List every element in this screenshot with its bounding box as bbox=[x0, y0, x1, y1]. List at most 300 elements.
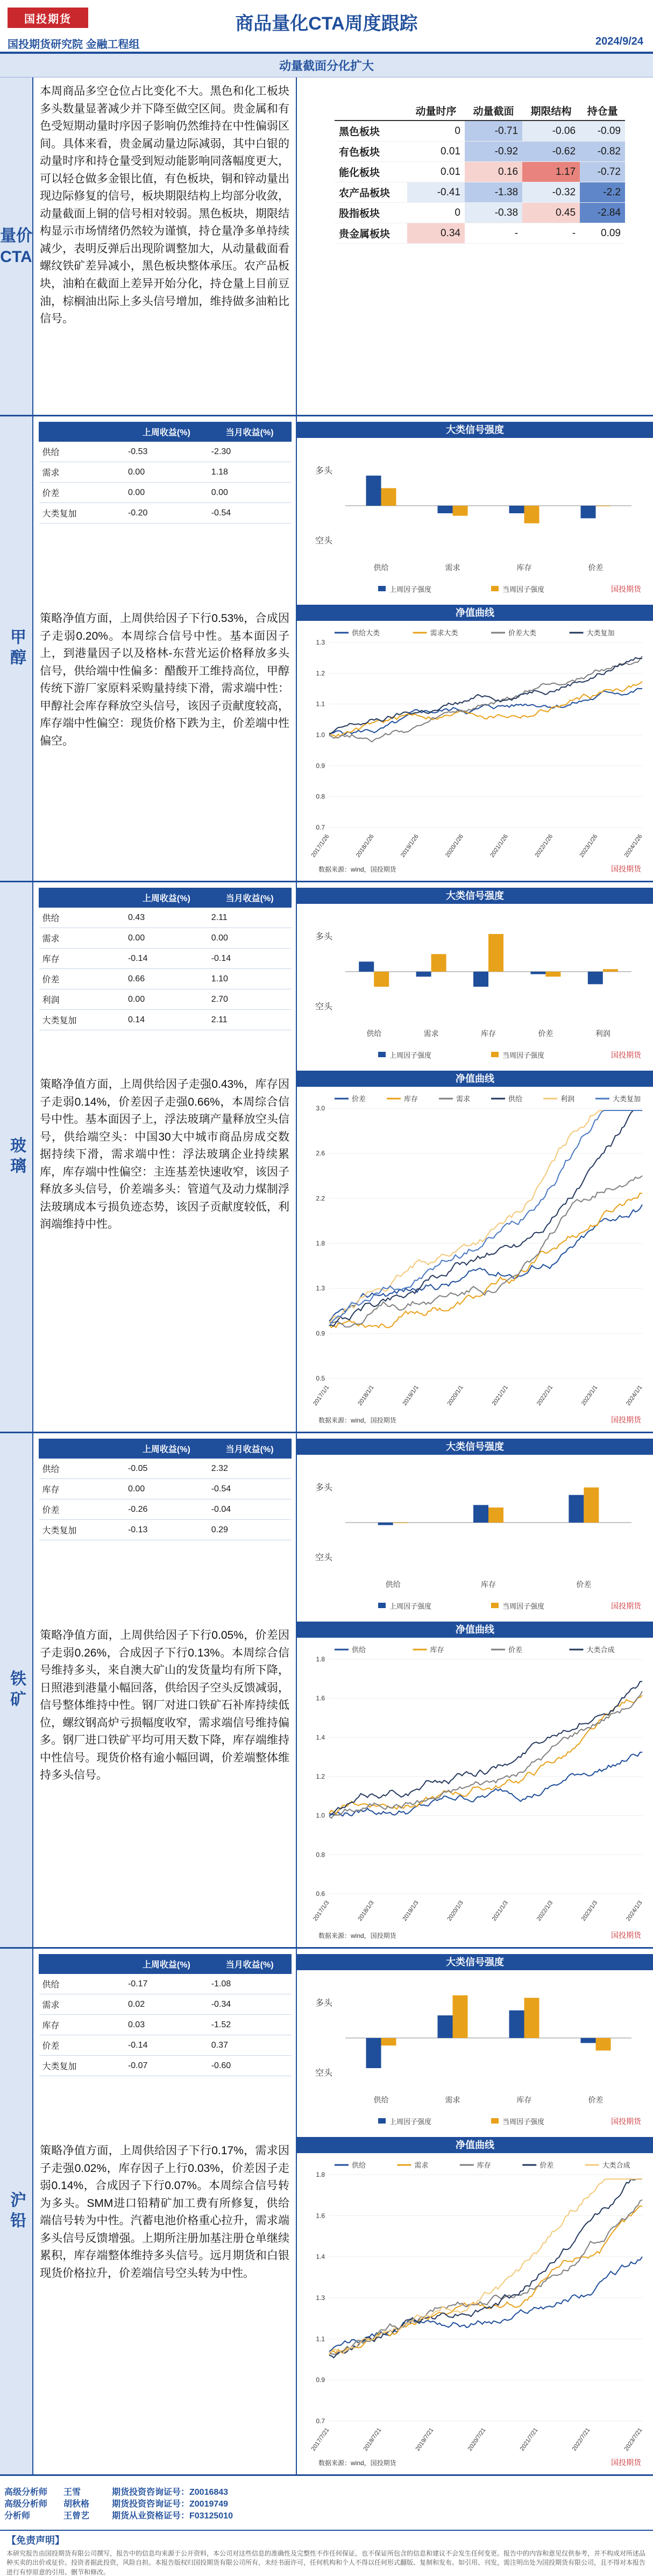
report-title: 商品量化CTA周度跟踪 bbox=[235, 13, 418, 34]
y-tick-label: 1.8 bbox=[316, 1655, 325, 1663]
factor-name: 库存 bbox=[39, 949, 125, 969]
legend-swatch-cur bbox=[378, 586, 386, 591]
bar-category-label: 需求 bbox=[445, 2096, 460, 2104]
factor-row bbox=[39, 1974, 292, 1994]
disclaimer bbox=[0, 2530, 653, 2576]
nav-series-line bbox=[329, 1193, 642, 1328]
legend-label: 需求 bbox=[456, 1095, 471, 1103]
x-tick-label: 2024/1/1 bbox=[625, 1384, 644, 1407]
y-tick-label: 0.7 bbox=[316, 2417, 325, 2425]
nav-chart bbox=[297, 1622, 653, 1942]
section-0 bbox=[0, 416, 653, 882]
factor-month-return: -0.34 bbox=[208, 1994, 292, 2015]
factor-cur-return: -0.13 bbox=[125, 1520, 208, 1540]
factor-name: 大类复加 bbox=[39, 2056, 125, 2076]
y-tick-label: 1.1 bbox=[316, 2335, 325, 2343]
bar-category-label: 供给 bbox=[385, 1580, 401, 1589]
y-tick-label: 1.4 bbox=[316, 1733, 325, 1742]
col-month-header: 当月收益(%) bbox=[208, 422, 292, 442]
legend-swatch-prev bbox=[491, 2118, 499, 2124]
summary-text-column bbox=[33, 77, 297, 415]
axis-short-label: 空头 bbox=[315, 1553, 333, 1562]
factor-cur-return: 0.00 bbox=[125, 928, 208, 949]
legend-cur: 上周因子强度 bbox=[389, 2118, 432, 2126]
nav-chart-title: 净值曲线 bbox=[297, 605, 653, 621]
y-tick-label: 0.6 bbox=[316, 1890, 325, 1898]
x-tick-label: 2018/1/1 bbox=[357, 1384, 375, 1407]
signal-value: -0.41 bbox=[407, 182, 465, 203]
factor-name: 需求 bbox=[39, 462, 125, 483]
factor-name: 需求 bbox=[39, 1994, 125, 2015]
factor-cur-return: 0.02 bbox=[125, 1994, 208, 2015]
col-month-header: 当月收益(%) bbox=[208, 1439, 292, 1459]
nav-chart bbox=[297, 1071, 653, 1427]
bar-category-label: 价差 bbox=[538, 1029, 553, 1038]
nav-series-line bbox=[329, 656, 642, 742]
factor-row bbox=[39, 1010, 292, 1030]
analyst-name: 王曾艺 bbox=[63, 2511, 90, 2521]
bar-prev bbox=[584, 1488, 599, 1523]
nav-series-line bbox=[329, 2200, 642, 2354]
legend-label: 大类复加 bbox=[613, 1095, 641, 1103]
signal-value: -0.72 bbox=[580, 162, 625, 182]
analyst-list bbox=[0, 2487, 653, 2522]
signal-value: 0.01 bbox=[407, 162, 465, 182]
summary-section bbox=[0, 77, 653, 416]
factor-name: 库存 bbox=[39, 1479, 125, 1499]
factor-cur-return: -0.07 bbox=[125, 2056, 208, 2076]
signal-value: -0.06 bbox=[522, 121, 580, 141]
signal-bar-chart bbox=[297, 1439, 653, 1616]
col-month-header: 当月收益(%) bbox=[208, 1955, 292, 1974]
bar-prev bbox=[488, 1508, 503, 1523]
y-tick-label: 1.1 bbox=[316, 700, 325, 708]
strategy-paragraph: 策略净值方面，上周供给因子下行0.17%，需求因子走强0.02%，库存因子上行0.03%，价差因子走弱0.14%，合成因子下行0.07%。本周综合信号转为多头。SMM进口铅精矿加工费有所修复，供给端信号转为中性。汽蓄电池价格重心拉升，需求端多头信号反馈增强。上期所注册加基注册仓单继续累积，库存端整体维持多头信号。远月期货和白银现货价格拉升，价差端信号空头转为中性。 bbox=[40, 2145, 289, 2280]
legend-label: 价差大类 bbox=[508, 629, 537, 637]
y-tick-label: 1.2 bbox=[316, 1773, 325, 1780]
factor-row bbox=[39, 1479, 292, 1499]
bar-cur bbox=[438, 506, 453, 513]
y-tick-label: 1.6 bbox=[316, 2212, 325, 2220]
factor-month-return: 2.70 bbox=[208, 989, 292, 1010]
factor-row bbox=[39, 2056, 292, 2076]
factor-name: 价差 bbox=[39, 483, 125, 503]
report-header bbox=[0, 0, 653, 54]
nav-series-line bbox=[329, 1692, 642, 1818]
org-name: 国投期货研究院 金融工程组 bbox=[8, 39, 140, 51]
factor-cur-return: 0.66 bbox=[125, 969, 208, 989]
x-tick-label: 2020/1/26 bbox=[444, 833, 465, 859]
y-tick-label: 0.8 bbox=[316, 1851, 325, 1859]
y-tick-label: 3.0 bbox=[316, 1105, 325, 1112]
sector-name: 有色板块 bbox=[335, 141, 407, 162]
strategy-paragraph: 策略净值方面，上周供给因子下行0.53%，合成因子走弱0.20%。本周综合信号中性。基本面因子上，到港量因子以及格林-东营光运价格释放多头信号，供给端中性偏多：醋酸开工维持高位，甲醇传统下游厂家原料采购量持续下滑，需求端中性：甲醇社会库存释放空头信号，该因子贡献度较高，库存端中性偏空：现货价格下跌为主，价差端中性偏空。 bbox=[40, 612, 289, 747]
factor-name: 价差 bbox=[39, 2035, 125, 2056]
factor-month-return: -1.52 bbox=[208, 2015, 292, 2035]
axis-long-label: 多头 bbox=[315, 1483, 333, 1492]
table-header-blank bbox=[39, 1439, 125, 1459]
bar-category-label: 库存 bbox=[481, 1580, 496, 1589]
x-tick-label: 2018/1/3 bbox=[357, 1899, 375, 1922]
analyst-row bbox=[0, 2487, 653, 2499]
bar-category-label: 需求 bbox=[445, 563, 460, 572]
x-tick-label: 2017/1/3 bbox=[312, 1899, 331, 1922]
summary-paragraph: 本周商品多空仓位占比变化不大。黑色和化工板块多头数量显著减少并下降至做空区间。贵金属和有色受短期动量时序因子影响仍然维持在中性偏弱区间。具体来看，贵金属动量边际减弱，其中白银的动量时序和持仓量受到短动能影响同落幅度更大，可以轻仓做多金银比值，有色板块，铜和锌动量出现边际修复的信号，板块期限结构上均部分收敛，动量截面上铜的信号相对较弱。黑色板块，期限结构显示市场情绪仍然较为谨慎，持仓量净多单持续减少，表明反弹后出现阶调整加大，从动量截面看螺纹铁矿差异减小，黑色板块整体承压。农产品板块，油粕在截面上差异开始分化，持仓量上目前豆油，棕榈油出际上多头信号增加，维持做多油粕比信号。 bbox=[40, 85, 289, 325]
legend-prev: 当周因子强度 bbox=[502, 585, 545, 593]
legend-prev: 当周因子强度 bbox=[502, 1602, 545, 1610]
analyst-name: 胡秋格 bbox=[63, 2500, 90, 2509]
sector-name: 黑色板块 bbox=[335, 121, 407, 141]
bar-brand: 国投期货 bbox=[611, 2117, 641, 2126]
section-label bbox=[0, 77, 33, 415]
signal-value: -0.09 bbox=[580, 121, 625, 141]
sector-signal-table bbox=[335, 101, 625, 244]
signal-value: 0.09 bbox=[580, 223, 625, 244]
nav-series-line bbox=[329, 1681, 642, 1814]
x-tick-label: 2024/1/3 bbox=[625, 1899, 644, 1922]
bar-prev bbox=[545, 972, 560, 976]
bar-category-label: 库存 bbox=[516, 2096, 532, 2104]
x-tick-label: 2020/1/1 bbox=[446, 1384, 465, 1407]
factor-row bbox=[39, 1520, 292, 1540]
col-cur-header: 上周收益(%) bbox=[125, 1955, 208, 1974]
nav-source: 数据来源：wind，国投期货 bbox=[318, 1932, 396, 1940]
factor-name: 价差 bbox=[39, 1499, 125, 1520]
factor-row bbox=[39, 503, 292, 523]
bar-prev bbox=[381, 2038, 396, 2046]
sector-name: 股指板块 bbox=[335, 203, 407, 223]
signal-value: -0.38 bbox=[465, 203, 522, 223]
legend-label: 大类合成 bbox=[602, 2161, 630, 2169]
factor-month-return: -2.30 bbox=[208, 442, 292, 462]
nav-series-line bbox=[329, 2179, 642, 2358]
y-tick-label: 1.2 bbox=[316, 669, 325, 677]
factor-name: 大类复加 bbox=[39, 503, 125, 523]
nav-chart-svg bbox=[297, 621, 653, 876]
nav-series-line bbox=[329, 1205, 642, 1321]
factor-month-return: -0.54 bbox=[208, 503, 292, 523]
bar-chart-svg bbox=[297, 1455, 653, 1616]
x-tick-label: 2021/7/21 bbox=[519, 2426, 540, 2452]
factor-month-return: -0.14 bbox=[208, 949, 292, 969]
table-header-cell: 持仓量 bbox=[580, 101, 625, 121]
legend-label: 大类复加 bbox=[586, 629, 615, 637]
table-header-cell: 动量截面 bbox=[465, 101, 522, 121]
bar-prev bbox=[488, 934, 503, 972]
bar-cur bbox=[359, 961, 374, 972]
legend-swatch-cur bbox=[378, 2118, 386, 2124]
bar-prev bbox=[596, 2038, 611, 2050]
y-tick-label: 1.3 bbox=[316, 639, 325, 646]
x-tick-label: 2022/7/21 bbox=[571, 2426, 592, 2452]
legend-label: 价差 bbox=[508, 1646, 523, 1654]
bar-category-label: 供给 bbox=[373, 2096, 389, 2104]
strategy-paragraph: 策略净值方面，上周供给因子走强0.43%，库存因子走弱0.14%，价差因子走强0.66%，本周综合信号中性。基本面因子上，浮法玻璃产量释放空头信号，供给端空头：中国30大中城市商品房成交数据持续下滑，需求端中性：浮法玻璃企业持续累库，库存端中性偏空：主连基差快速收窄，该因子释放多头信号，价差端多头：管道气及动力煤制浮法玻璃成本亏损负迹态势，该因子贡献度较低，利润端维持中性。 bbox=[40, 1078, 289, 1231]
x-tick-label: 2017/7/21 bbox=[310, 2426, 331, 2452]
factor-cur-return: -0.26 bbox=[125, 1499, 208, 1520]
bar-prev bbox=[431, 954, 446, 972]
signal-value: -1.38 bbox=[465, 182, 522, 203]
legend-label: 需求 bbox=[414, 2161, 429, 2169]
signal-value: 1.17 bbox=[522, 162, 580, 182]
legend-cur: 上周因子强度 bbox=[389, 1051, 432, 1059]
sector-name: 能化板块 bbox=[335, 162, 407, 182]
factor-cur-return: 0.00 bbox=[125, 989, 208, 1010]
signal-value: 0.45 bbox=[522, 203, 580, 223]
nav-chart-svg bbox=[297, 1638, 653, 1942]
col-cur-header: 上周收益(%) bbox=[125, 888, 208, 908]
factor-return-table bbox=[39, 1954, 292, 2076]
bar-category-label: 需求 bbox=[423, 1029, 439, 1038]
section-label-text: 沪铅 bbox=[8, 2191, 25, 2232]
bar-prev bbox=[524, 506, 540, 523]
bar-chart-title: 大类信号强度 bbox=[297, 1439, 653, 1455]
section-label-text: 玻璃 bbox=[8, 1136, 25, 1178]
legend-cur: 上周因子强度 bbox=[389, 1602, 432, 1610]
nav-series-line bbox=[329, 2179, 642, 2354]
factor-month-return: -0.04 bbox=[208, 1499, 292, 1520]
table-header-cell: 动量时序 bbox=[407, 101, 465, 121]
legend-label: 供给 bbox=[352, 1646, 366, 1654]
y-tick-label: 1.0 bbox=[316, 731, 325, 739]
signal-value: - bbox=[522, 223, 580, 244]
x-tick-label: 2021/1/3 bbox=[491, 1899, 510, 1922]
analyst-id: 期货从业资格证号：F03125010 bbox=[112, 2511, 233, 2521]
factor-return-table bbox=[39, 422, 292, 523]
bar-cur bbox=[473, 1505, 488, 1523]
table-header-blank bbox=[39, 422, 125, 442]
factor-return-table bbox=[39, 888, 292, 1030]
x-tick-label: 2021/1/1 bbox=[491, 1384, 510, 1407]
legend-swatch-prev bbox=[491, 1603, 499, 1608]
signal-value: 0 bbox=[407, 203, 465, 223]
nav-brand: 国投期货 bbox=[611, 865, 641, 873]
table-header-blank bbox=[39, 1955, 125, 1974]
legend-label: 供给 bbox=[508, 1095, 523, 1103]
x-tick-label: 2023/7/21 bbox=[623, 2426, 644, 2452]
bar-cur bbox=[438, 2015, 453, 2038]
factor-month-return: -0.60 bbox=[208, 2056, 292, 2076]
bar-chart-svg bbox=[297, 1970, 653, 2132]
disclaimer-title: 【免责声明】 bbox=[6, 2535, 65, 2546]
bar-cur bbox=[366, 476, 381, 506]
bar-prev bbox=[453, 1995, 468, 2038]
x-tick-label: 2022/1/1 bbox=[535, 1384, 555, 1407]
bar-category-label: 价差 bbox=[588, 2096, 604, 2104]
factor-month-return: 1.18 bbox=[208, 462, 292, 483]
factor-row bbox=[39, 908, 292, 928]
factor-month-return: 0.00 bbox=[208, 483, 292, 503]
factor-name: 利润 bbox=[39, 989, 125, 1010]
legend-label: 价差 bbox=[540, 2161, 554, 2169]
bar-cur bbox=[509, 2011, 524, 2038]
bar-prev bbox=[381, 488, 396, 506]
factor-month-return: 2.11 bbox=[208, 1010, 292, 1030]
factor-month-return: -1.08 bbox=[208, 1974, 292, 1994]
table-header-row bbox=[335, 101, 625, 121]
section-2 bbox=[0, 1433, 653, 1949]
factor-cur-return: -0.17 bbox=[125, 1974, 208, 1994]
bar-brand: 国投期货 bbox=[611, 1602, 641, 1610]
analyst-row bbox=[0, 2499, 653, 2510]
y-tick-label: 1.8 bbox=[316, 2171, 325, 2178]
nav-chart-svg bbox=[297, 1087, 653, 1427]
nav-source: 数据来源：wind，国投期货 bbox=[318, 2459, 396, 2467]
section-label-text: 甲醇 bbox=[8, 628, 25, 669]
x-tick-label: 2021/1/26 bbox=[489, 833, 510, 859]
axis-long-label: 多头 bbox=[315, 932, 333, 942]
bar-category-label: 供给 bbox=[373, 563, 389, 572]
x-tick-label: 2022/1/26 bbox=[534, 833, 555, 859]
bar-cur bbox=[366, 2038, 381, 2068]
nav-brand: 国投期货 bbox=[611, 2458, 641, 2467]
nav-chart-svg bbox=[297, 2153, 653, 2469]
bar-cur bbox=[473, 972, 488, 987]
factor-row bbox=[39, 989, 292, 1010]
factor-cur-return: 0.00 bbox=[125, 483, 208, 503]
factor-name: 供给 bbox=[39, 442, 125, 462]
table-header-cell: 期限结构 bbox=[522, 101, 580, 121]
section-label-text: 量价CTA bbox=[0, 227, 32, 266]
y-tick-label: 2.6 bbox=[316, 1149, 325, 1157]
x-tick-label: 2019/1/26 bbox=[399, 833, 420, 859]
section-label bbox=[0, 416, 33, 881]
x-tick-label: 2023/1/3 bbox=[580, 1899, 599, 1922]
y-tick-label: 1.3 bbox=[316, 1284, 325, 1292]
signal-bar-chart bbox=[297, 888, 653, 1065]
axis-short-label: 空头 bbox=[315, 1002, 333, 1011]
section-label bbox=[0, 1433, 33, 1947]
bar-cur bbox=[416, 972, 431, 976]
axis-long-label: 多头 bbox=[315, 466, 333, 476]
section-label-text: 铁矿 bbox=[8, 1669, 25, 1711]
bar-prev bbox=[374, 972, 389, 987]
signal-bar-chart bbox=[297, 422, 653, 599]
bar-prev bbox=[524, 1998, 540, 2038]
bar-cur bbox=[378, 1523, 393, 1525]
y-tick-label: 1.4 bbox=[316, 2253, 325, 2261]
factor-name: 大类复加 bbox=[39, 1010, 125, 1030]
nav-source: 数据来源：wind，国投期货 bbox=[318, 866, 396, 873]
factor-name: 供给 bbox=[39, 908, 125, 928]
legend-label: 供给大类 bbox=[352, 629, 380, 637]
analyst-role: 高级分析师 bbox=[4, 2488, 48, 2497]
axis-short-label: 空头 bbox=[315, 2069, 333, 2078]
nav-series-line bbox=[329, 682, 642, 737]
bar-chart-svg bbox=[297, 438, 653, 599]
table-row bbox=[335, 121, 625, 141]
y-tick-label: 0.7 bbox=[316, 824, 325, 831]
bar-category-label: 供给 bbox=[366, 1029, 382, 1038]
analyst-id: 期货投资咨询证号：Z0016843 bbox=[112, 2488, 229, 2497]
y-tick-label: 1.6 bbox=[316, 1694, 325, 1702]
x-tick-label: 2019/1/1 bbox=[401, 1384, 420, 1407]
factor-row bbox=[39, 2015, 292, 2035]
bar-brand: 国投期货 bbox=[611, 1051, 641, 1059]
legend-label: 库存 bbox=[430, 1646, 444, 1654]
factor-month-return: 0.29 bbox=[208, 1520, 292, 1540]
factor-return-table bbox=[39, 1439, 292, 1540]
analyst-name: 王雪 bbox=[63, 2488, 81, 2497]
section-3 bbox=[0, 1949, 653, 2476]
y-tick-label: 0.9 bbox=[316, 2376, 325, 2384]
legend-swatch-prev bbox=[491, 586, 499, 591]
y-tick-label: 0.9 bbox=[316, 1329, 325, 1337]
nav-source: 数据来源：wind，国投期货 bbox=[318, 1417, 396, 1424]
factor-row bbox=[39, 462, 292, 483]
bar-prev bbox=[603, 969, 618, 972]
nav-chart bbox=[297, 2137, 653, 2469]
section-1 bbox=[0, 882, 653, 1433]
disclaimer-text: 本研究报告由国投期货有限公司撰写，报告中的信息均来源于公开资料，本公司对这些信息的准确性及完整性不作任何保证，也不保证所包含的信息和建议不会发生任何变更。报告中的内容和意见仅供参考，并不构成对所述品种买卖的出价或征价。投资者据此投资，风险自担。本报告版权归国投期货有限公司所有，未经书面许可，任何机构和个人不得以任何形式翻版、复制和发布。如引用、刊发，需注明出处为国投期货有限公司，且不得对本报告进行有悖原意的引用、删节和修改。 bbox=[6, 2550, 646, 2576]
y-tick-label: 0.8 bbox=[316, 792, 325, 801]
legend-label: 库存 bbox=[404, 1095, 418, 1103]
x-tick-label: 2023/1/26 bbox=[578, 833, 599, 859]
legend-label: 价差 bbox=[352, 1095, 366, 1103]
nav-brand: 国投期货 bbox=[611, 1416, 641, 1424]
factor-row bbox=[39, 483, 292, 503]
bar-cur bbox=[530, 972, 545, 974]
bar-chart-svg bbox=[297, 904, 653, 1065]
factor-row bbox=[39, 949, 292, 969]
bar-chart-title: 大类信号强度 bbox=[297, 888, 653, 904]
section-label bbox=[0, 1949, 33, 2474]
table-header-blank bbox=[39, 888, 125, 908]
bar-prev bbox=[453, 506, 468, 516]
factor-cur-return: 0.43 bbox=[125, 908, 208, 928]
table-row bbox=[335, 141, 625, 162]
factor-month-return: 1.10 bbox=[208, 969, 292, 989]
factor-month-return: 0.37 bbox=[208, 2035, 292, 2056]
factor-month-return: 2.32 bbox=[208, 1459, 292, 1479]
signal-value: 0.34 bbox=[407, 223, 465, 244]
signal-value: 0.01 bbox=[407, 141, 465, 162]
factor-cur-return: -0.14 bbox=[125, 2035, 208, 2056]
signal-value: -2.2 bbox=[580, 182, 625, 203]
col-cur-header: 上周收益(%) bbox=[125, 422, 208, 442]
factor-name: 供给 bbox=[39, 1459, 125, 1479]
x-tick-label: 2019/1/3 bbox=[401, 1899, 420, 1922]
x-tick-label: 2020/1/3 bbox=[446, 1899, 465, 1922]
strategy-paragraph: 策略净值方面，上周供给因子下行0.05%，价差因子走弱0.26%，合成因子下行0.13%。本周综合信号维持多头，来自澳大矿山的发货量均有所下降，日照港到港量小幅回落，供给因子空头反馈减弱，信号整体维持中性。钢厂对进口铁矿石补库持续低位，螺纹钢高炉亏损幅度收窄，需求端信号维持偏多。钢厂进口铁矿平均可用天数下降，库存端维持中性信号。现货价格有逾小幅回调，价差端整体维持多头信号。 bbox=[40, 1629, 289, 1782]
bar-cur bbox=[581, 506, 596, 518]
signal-value: -0.92 bbox=[465, 141, 522, 162]
legend-label: 库存 bbox=[477, 2161, 491, 2169]
table-row bbox=[335, 182, 625, 203]
factor-cur-return: 0.03 bbox=[125, 2015, 208, 2035]
table-row bbox=[335, 203, 625, 223]
col-month-header: 当月收益(%) bbox=[208, 888, 292, 908]
table-row bbox=[335, 223, 625, 244]
legend-prev: 当周因子强度 bbox=[502, 2118, 545, 2126]
col-cur-header: 上周收益(%) bbox=[125, 1439, 208, 1459]
legend-label: 供给 bbox=[352, 2161, 366, 2169]
bar-category-label: 价差 bbox=[576, 1580, 592, 1589]
factor-cur-return: 0.14 bbox=[125, 1010, 208, 1030]
bar-cur bbox=[569, 1495, 584, 1523]
factor-name: 需求 bbox=[39, 928, 125, 949]
analyst-id: 期货投资咨询证号：Z0019749 bbox=[112, 2500, 229, 2509]
x-tick-label: 2018/1/26 bbox=[354, 833, 375, 859]
nav-chart-title: 净值曲线 bbox=[297, 2137, 653, 2153]
bar-cur bbox=[509, 506, 524, 513]
factor-row bbox=[39, 1994, 292, 2015]
legend-label: 大类合成 bbox=[586, 1646, 615, 1654]
x-tick-label: 2024/1/26 bbox=[623, 833, 644, 859]
bar-cur bbox=[588, 972, 603, 984]
company-logo: 国投期货 bbox=[8, 8, 88, 28]
factor-row bbox=[39, 442, 292, 462]
